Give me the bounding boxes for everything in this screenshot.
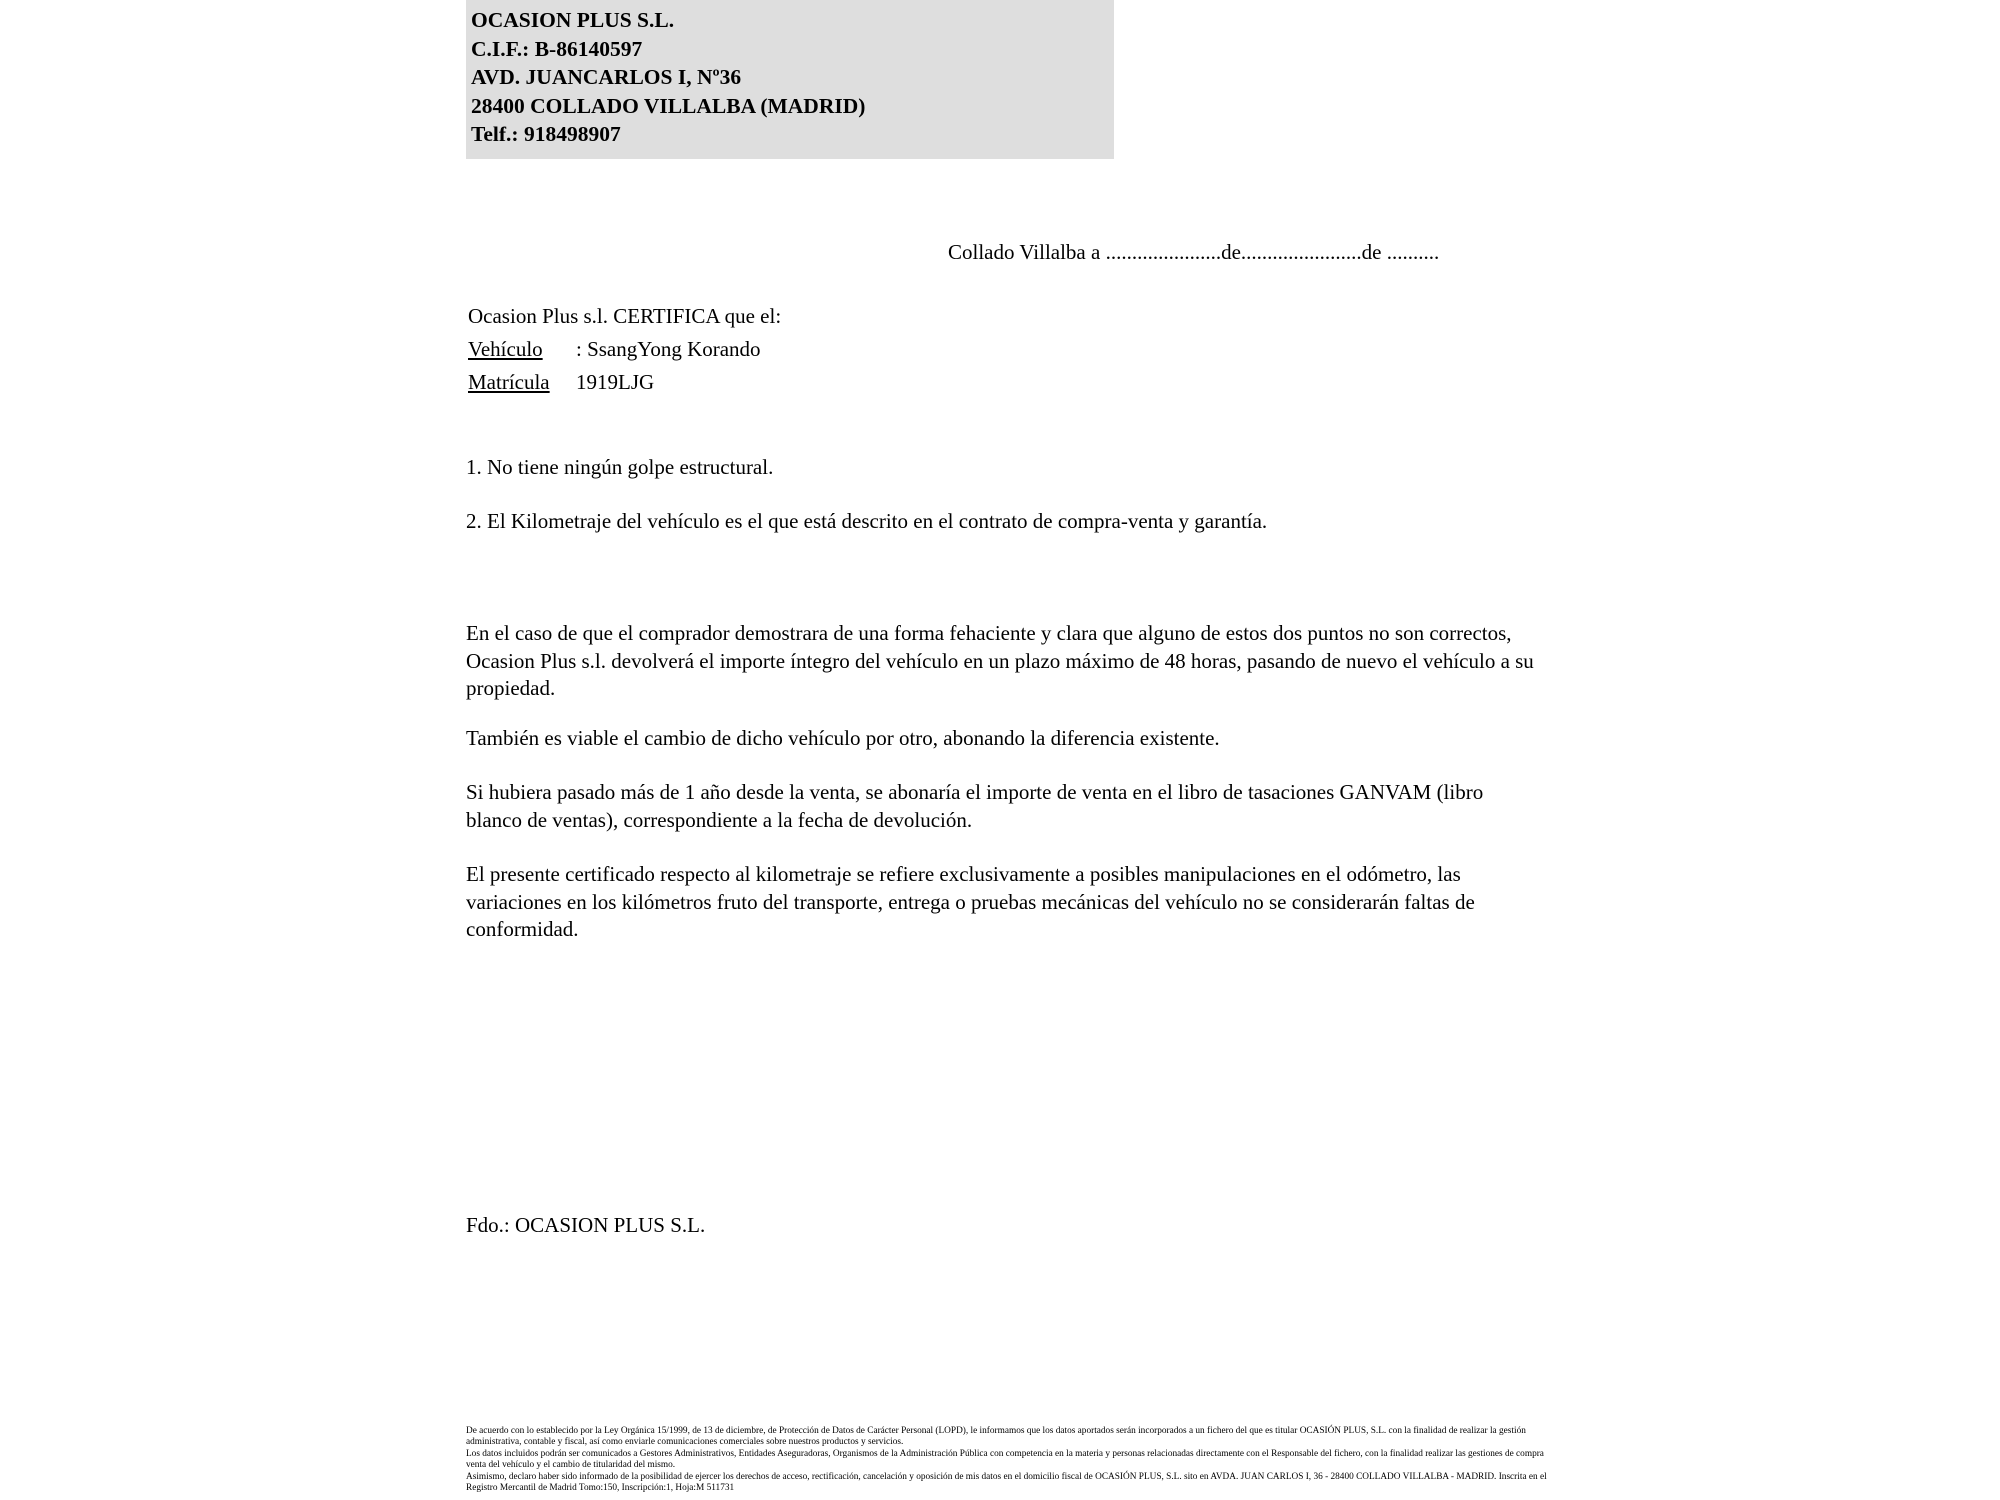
plate-label: Matrícula — [468, 370, 550, 394]
company-phone: Telf.: 918498907 — [471, 122, 621, 146]
plate-value: 1919LJG — [576, 370, 655, 394]
date-line: Collado Villalba a ......................de.......................de .......... — [948, 240, 1440, 264]
paragraph-refund: En el caso de que el comprador demostrara de una forma fehaciente y clara que alguno de estos dos puntos no son correctos, Ocasion Plus s.l. devolverá el importe íntegro del vehículo en un plazo máximo de 48 horas, pasando de nuevo el vehículo a su propiedad. — [466, 621, 1534, 700]
company-street: AVD. JUANCARLOS I, Nº36 — [471, 65, 742, 89]
point-2: 2. El Kilometraje del vehículo es el que está descrito en el contrato de compra-venta y garantía. — [466, 509, 1268, 533]
paragraph-ganvam: Si hubiera pasado más de 1 año desde la venta, se abonaría el importe de venta en el libro de tasaciones GANVAM (libro blanco de ventas), correspondiente a la fecha de devolución. — [466, 780, 1484, 832]
signature-line: Fdo.: OCASION PLUS S.L. — [466, 1213, 706, 1237]
legal-line-2: Los datos incluidos podrán ser comunicados a Gestores Administrativos, Entidades Aseguradoras, Organismos de la Administración Pública con competencia en la materia y personas relacionadas directamente con el Responsable del fichero, con la finalidad realizar las gestiones de compra venta del vehículo y el cambio de titularidad del mismo. — [466, 1448, 1544, 1471]
legal-line-3: Asimismo, declaro haber sido informado de la posibilidad de ejercer los derechos de acceso, rectificación, cancelación y oposición de mis datos en el domicilio fiscal de OCASIÓN PLUS, S.L. sito en AVDA. JUAN CARLOS I, 36 - 28400 COLLADO VILLALBA - MADRID. Inscrita en el Registro Mercantil de Madrid Tomo:150, Inscripción:1, Hoja:M 511731 — [466, 1471, 1547, 1494]
certification-block — [468, 300, 781, 399]
company-city: 28400 COLLADO VILLALBA (MADRID) — [471, 93, 866, 118]
vehicle-row — [468, 333, 781, 366]
vehicle-label: Vehículo — [468, 337, 543, 361]
vehicle-value: : SsangYong Korando — [576, 337, 761, 361]
point-1: 1. No tiene ningún golpe estructural. — [466, 455, 774, 479]
paragraph-odometer: El presente certificado respecto al kilometraje se refiere exclusivamente a posibles manipulaciones en el odómetro, las variaciones en los kilómetros fruto del transporte, entrega o pruebas mecánicas del vehículo no se considerarán faltas de conformidad. — [466, 862, 1475, 941]
legal-line-1: De acuerdo con lo establecido por la Ley Orgánica 15/1999, de 13 de diciembre, de Protección de Datos de Carácter Personal (LOPD), le informamos que los datos aportados serán incorporados a un fichero del que es titular OCASIÓN PLUS, S.L. con la finalidad de realizar la gestión administrativa, contable y fiscal, así como enviarle comunicaciones comerciales sobre nuestros productos y servicios. — [466, 1426, 1526, 1448]
certification-intro: Ocasion Plus s.l. CERTIFICA que el: — [468, 304, 782, 328]
company-name: OCASION PLUS S.L. — [471, 8, 675, 32]
plate-row — [468, 366, 781, 399]
paragraph-exchange: También es viable el cambio de dicho vehículo por otro, abonando la diferencia existente. — [466, 726, 1220, 750]
letterhead-block — [466, 0, 1114, 159]
legal-footer — [466, 1426, 1556, 1494]
company-cif: C.I.F.: B-86140597 — [471, 36, 643, 61]
